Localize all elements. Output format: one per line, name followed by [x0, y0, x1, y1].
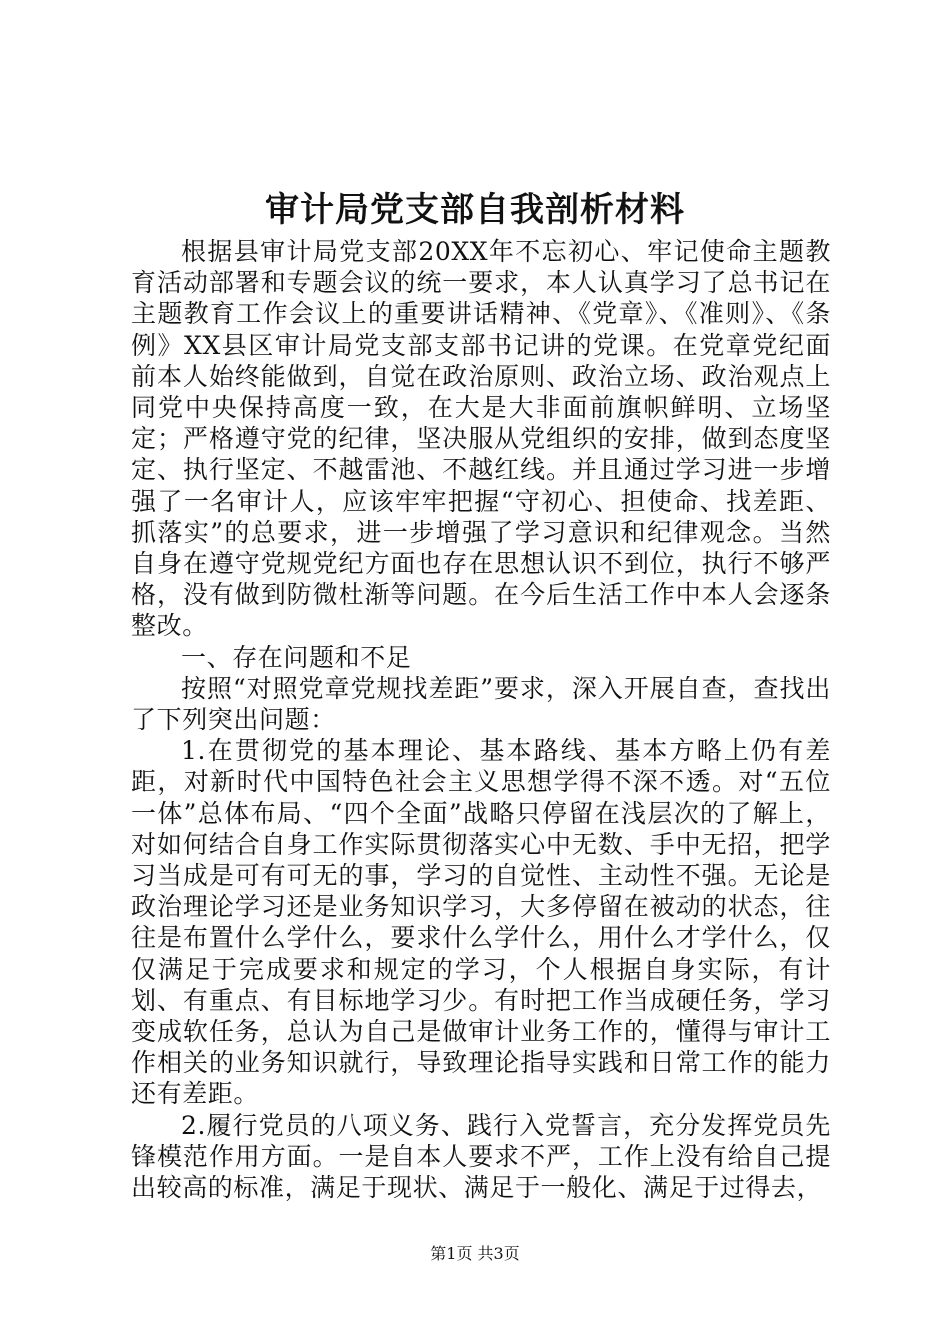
page-number: 第1页 共3页	[430, 1244, 520, 1263]
document-body	[131, 236, 831, 1203]
paragraph-item-2: 2.履行党员的八项义务、践行入党誓言，充分发挥党员先锋模范作用方面。一是自本人要求不严，工作上没有给自己提出较高的标准，满足于现状、满足于一般化、满足于过得去，	[131, 1110, 831, 1203]
paragraph-requirement: 按照“对照党章党规找差距”要求，深入开展自查，查找出了下列突出问题：	[131, 673, 831, 735]
paragraph-intro: 根据县审计局党支部20XX年不忘初心、牢记使命主题教育活动部署和专题会议的统一要求，本人认真学习了总书记在主题教育工作会议上的重要讲话精神、《党章》、《准则》、《条例》XX县区审计局党支部支部书记讲的党课。在党章党纪面前本人始终能做到，自觉在政治原则、政治立场、政治观点上同党中央保持高度一致，在大是大非面前旗帜鲜明、立场坚定；严格遵守党的纪律，坚决服从党组织的安排，做到态度坚定、执行坚定、不越雷池、不越红线。并且通过学习进一步增强了一名审计人，应该牢牢把握“守初心、担使命、找差距、抓落实”的总要求，进一步增强了学习意识和纪律观念。当然自身在遵守党规党纪方面也存在思想认识不到位，执行不够严格，没有做到防微杜渐等问题。在今后生活工作中本人会逐条整改。	[131, 237, 831, 641]
document-title: 审计局党支部自我剖析材料	[265, 190, 685, 230]
paragraph-item-1: 1.在贯彻党的基本理论、基本路线、基本方略上仍有差距，对新时代中国特色社会主义思想学得不深不透。对“五位一体”总体布局、“四个全面”战略只停留在浅层次的了解上，对如何结合自身工作实际贯彻落实心中无数、手中无招，把学习当成是可有可无的事，学习的自觉性、主动性不强。无论是政治理论学习还是业务知识学习，大多停留在被动的状态，往往是布置什么学什么，要求什么学什么，用什么才学什么，仅仅满足于完成要求和规定的学习，个人根据自身实际，有计划、有重点、有目标地学习少。有时把工作当成硬任务，学习变成软任务，总认为自己是做审计业务工作的，懂得与审计工作相关的业务知识就行，导致理论指导实践和日常工作的能力还有差距。	[131, 736, 831, 1109]
section-heading: 一、存在问题和不足	[181, 642, 412, 672]
